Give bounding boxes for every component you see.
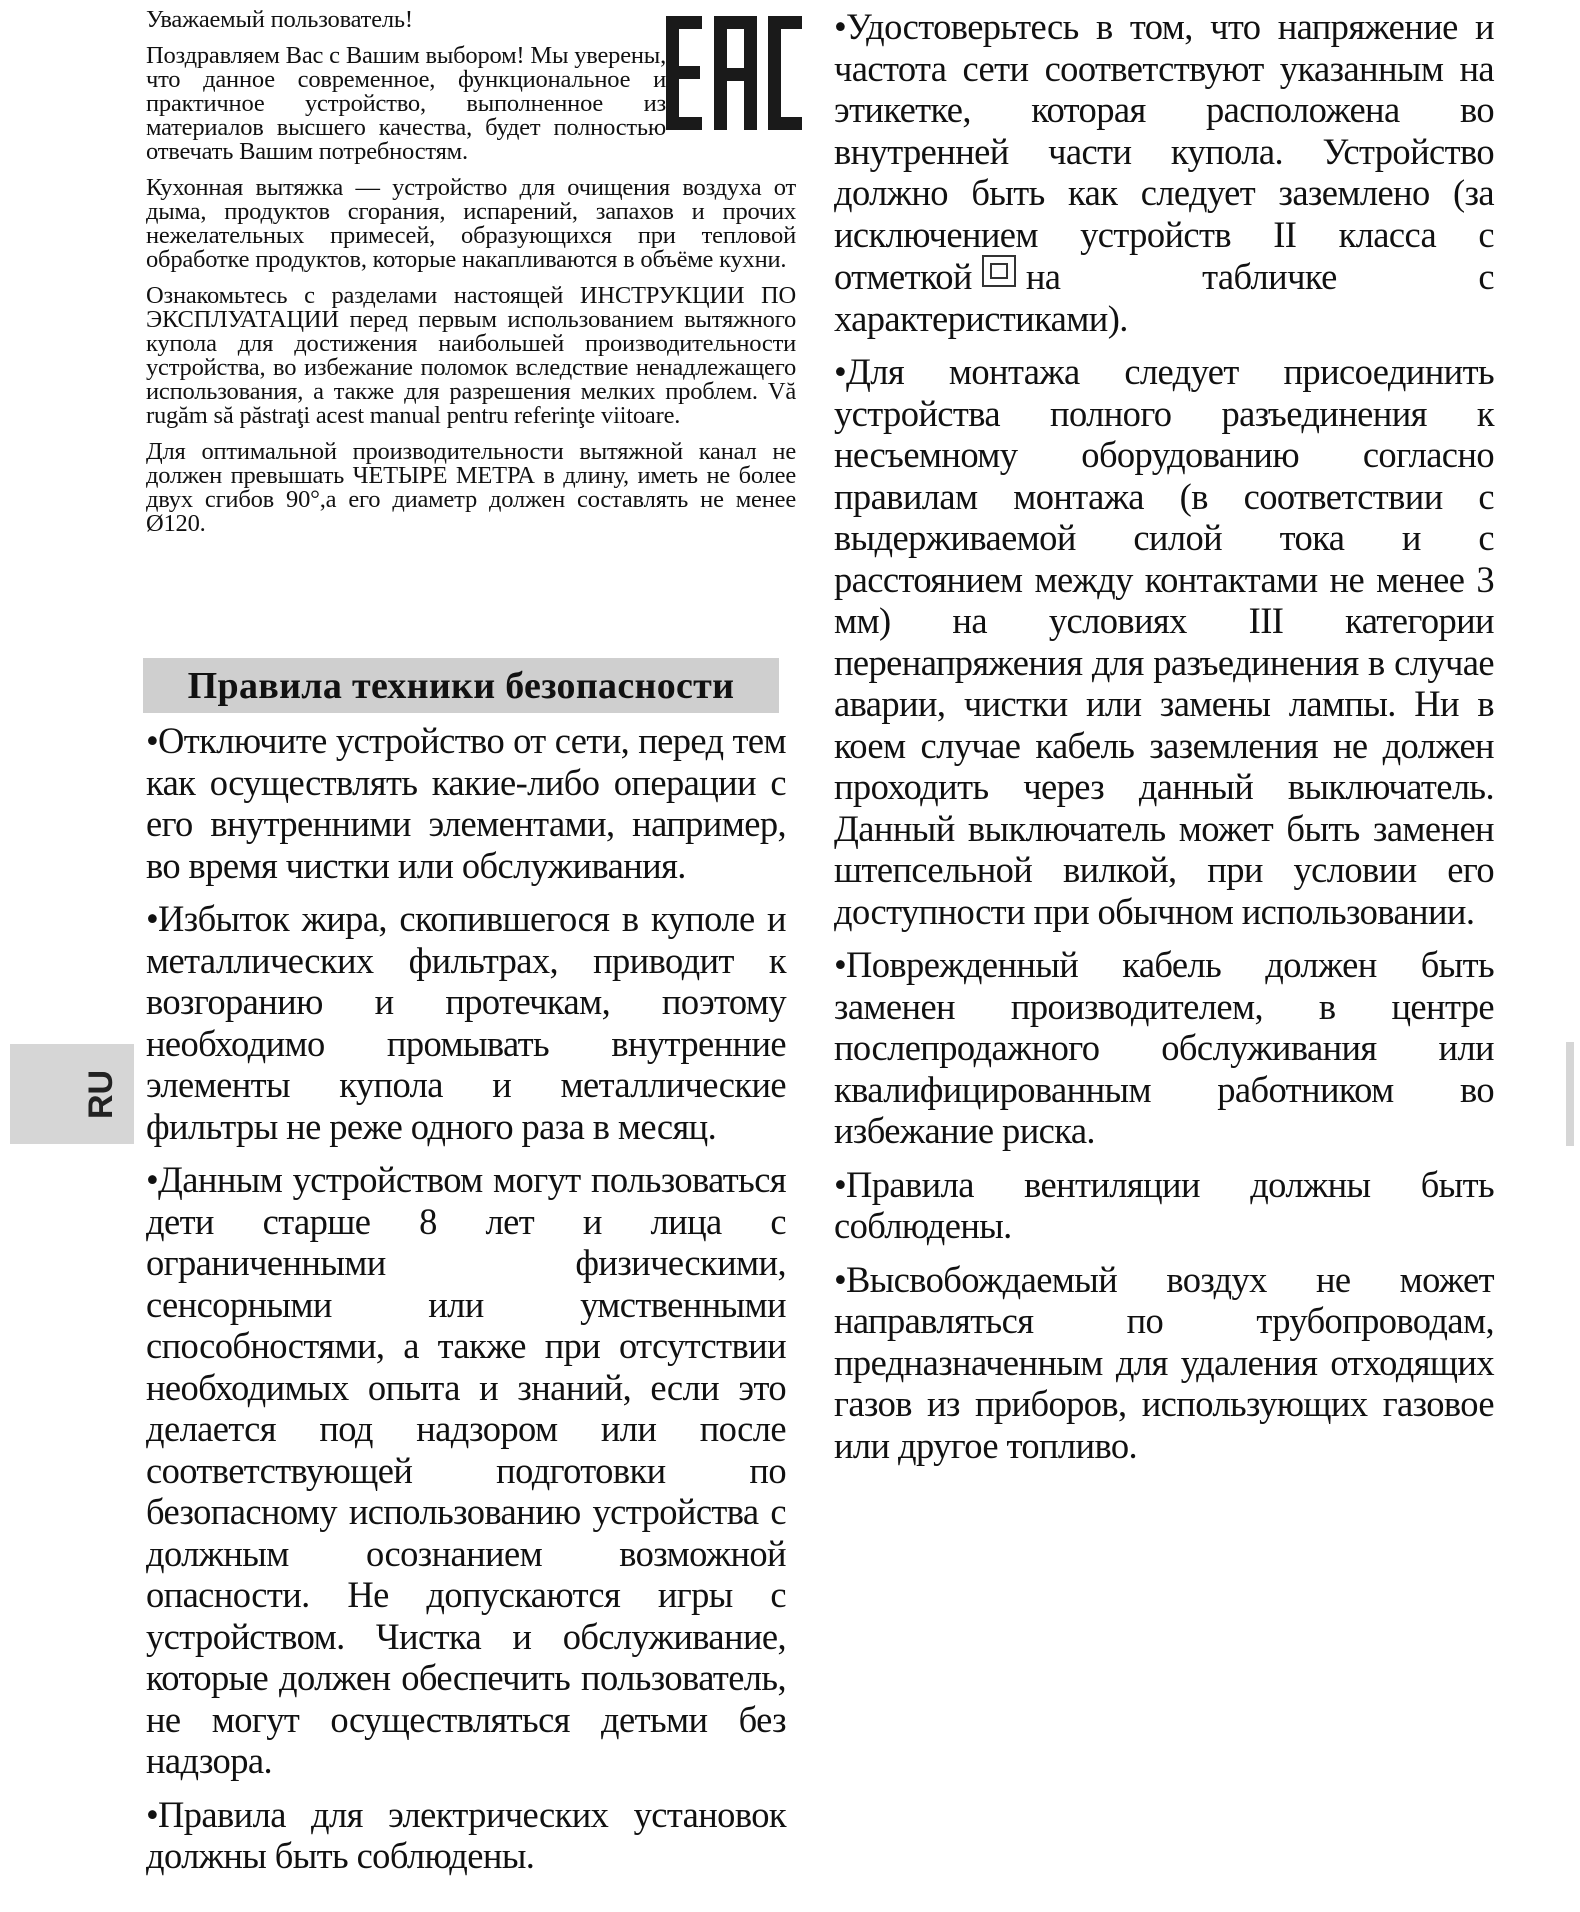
intro-paragraph-4: Для оптимальной производительности вытяжной канал не должен превышать ЧЕТЫРЕ МЕТРА в длину, иметь не более двух сгибов 90°,а его диаметр должен составлять не менее Ø120.: [146, 438, 796, 537]
list-item: •Правила для электрических установок должны быть соблюдены.: [146, 1793, 786, 1876]
list-item: •Поврежденный кабель должен быть заменен производителем, в центре послепродажного обслуживания или квалифицированным работником во избежание риска.: [834, 944, 1494, 1151]
intro-paragraph-2: Кухонная вытяжка — устройство для очищения воздуха от дыма, продуктов сгорания, испарений, запахов и прочих нежелательных примесей, образующихся при тепловой обработке продуктов, которые накапливаются в объёме кухни.: [146, 174, 796, 273]
list-item: •Правила вентиляции должны быть соблюдены.: [834, 1163, 1494, 1246]
list-item: •Отключите устройство от сети, перед тем как осуществлять какие-либо операции с его внутренними элементами, например, во время чистки или обслуживания.: [146, 720, 786, 886]
language-tab: [10, 1044, 134, 1144]
double-insulation-icon: [982, 255, 1016, 287]
intro-paragraph-1: Поздравляем Вас с Вашим выбором! Мы уверены, что данное современное, функциональное и практичное устройство, выполненное из материалов высшего качества, будет полностью отвечать Вашим потребностям.: [146, 42, 666, 165]
safety-rules-heading: Правила техники безопасности: [143, 658, 779, 713]
page-edge-marker: [1566, 1042, 1574, 1146]
list-item: •Для монтажа следует присоединить устройства полного разъединения к несъемному оборудованию согласно правилам монтажа (в соответствии с выдерживаемой силой тока и с расстоянием между контактами не менее 3 мм) на условиях III категории перенапряжения для разъединения в случае аварии, чистки или замены лампы. Ни в коем случае кабель заземления не должен проходить через данный выключатель. Данный выключатель может быть заменен штепсельной вилкой, при условии его доступности при обычном использовании.: [834, 351, 1494, 932]
language-tab-label: RU: [81, 1069, 120, 1119]
list-item: •Данным устройством могут пользоваться дети старше 8 лет и лица с ограниченными физическими, сенсорными или умственными способностями, а также при отсутствии необходимых опыта и знаний, если это делается под надзором или после соответствующей подготовки по безопасному использованию устройства с должным осознанием возможной опасности. Не допускаются игры с устройством. Чистка и обслуживание, которые должен обеспечить пользователь, не могут осуществляться детьми без надзора.: [146, 1159, 786, 1781]
list-item: •Избыток жира, скопившегося в куполе и металлических фильтрах, приводит к возгоранию и протечкам, поэтому необходимо промывать внутренние элементы купола и металлические фильтры не реже одного раза в месяц.: [146, 898, 786, 1147]
list-item: •Удостоверьтесь в том, что напряжение и частота сети соответствуют указанным на этикетке, которая расположена во внутренней части купола. Устройство должно быть как следует заземлено (за исключением устройств II класса с отметкой на табличке с характеристиками).: [834, 6, 1494, 339]
intro-paragraph-3: Ознакомьтесь с разделами настоящей ИНСТРУКЦИИ ПО ЭКСПЛУАТАЦИИ перед первым использованием вытяжного купола для достижения наибольшей производительности устройства, во избежание поломок вследствие ненадлежащего использования, а также для разрешения мелких проблем. Vă rugăm să păstraţi acest manual pentru referinţe viitoare.: [146, 282, 796, 429]
list-item: •Высвобождаемый воздух не может направляться по трубопроводам, предназначенным для удаления отходящих газов из приборов, использующих газовое или другое топливо.: [834, 1258, 1494, 1466]
greeting: Уважаемый пользователь!: [146, 6, 413, 33]
safety-list-left: [146, 720, 786, 1889]
safety-list-right: [834, 6, 1494, 1478]
eac-logo: [664, 14, 804, 132]
